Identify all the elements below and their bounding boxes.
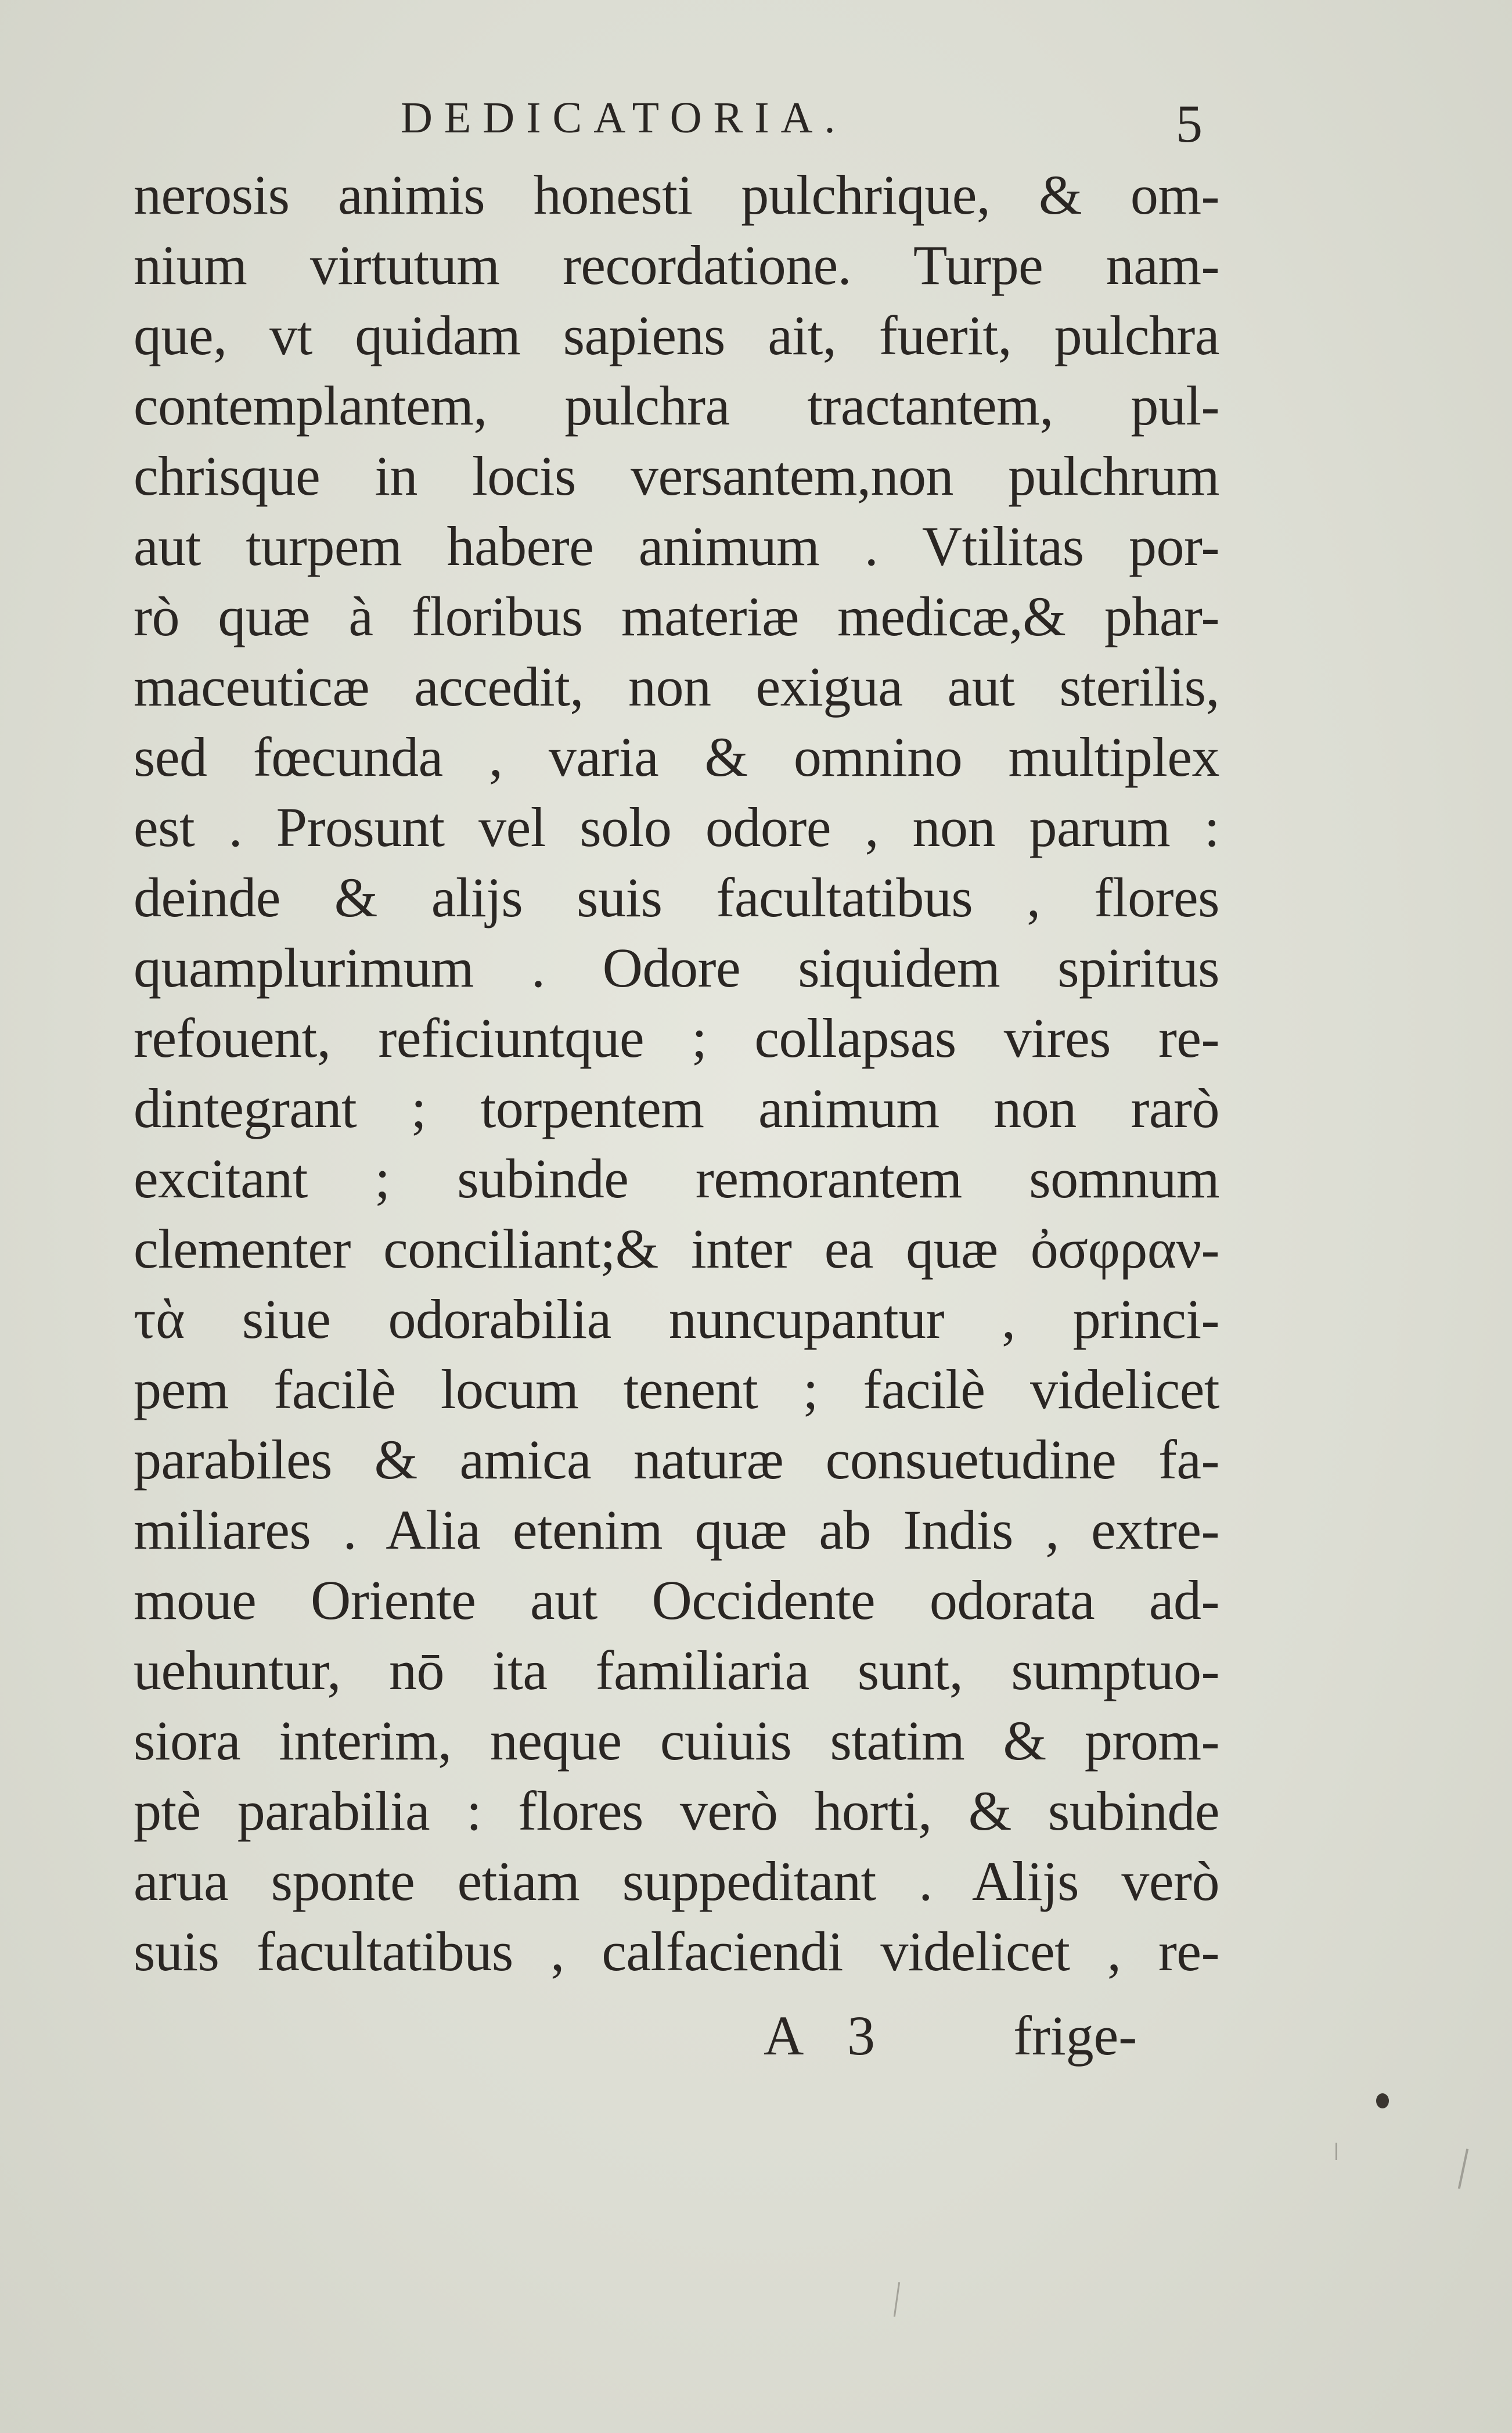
text-line: dintegrant ; torpentem animum non rarò [134, 1077, 1219, 1139]
text-line: deinde & alijs suis facultatibus , flores [134, 866, 1219, 928]
text-line: parabiles & amica naturæ consuetudine fa- [134, 1428, 1219, 1491]
text-line: nerosis animis honesti pulchrique, & om- [134, 164, 1219, 226]
text-line: sed fœcunda , varia & omnino multiplex [134, 726, 1219, 788]
text-line: nium virtutum recordatione. Turpe nam- [134, 234, 1219, 296]
text-line: suis facultatibus , calfaciendi videlicet , re- [134, 1920, 1219, 1982]
text-line: que, vt quidam sapiens ait, fuerit, pulchra [134, 304, 1219, 366]
text-line: est . Prosunt vel solo odore , non parum : [134, 796, 1219, 858]
text-line: aut turpem habere animum . Vtilitas por- [134, 515, 1219, 577]
text-line: ptè parabilia : flores verò horti, & subinde [134, 1780, 1219, 1842]
paper-mark [1458, 2148, 1468, 2189]
text-line: moue Oriente aut Occidente odorata ad- [134, 1569, 1219, 1631]
text-line: siora interim, neque cuiuis statim & prom- [134, 1709, 1219, 1772]
text-line: contemplantem, pulchra tractantem, pul- [134, 375, 1219, 437]
text-line: uehuntur, nō ita familiaria sunt, sumptuo- [134, 1639, 1219, 1701]
paper-mark [1335, 2143, 1337, 2160]
text-line: quamplurimum . Odore siquidem spiritus [134, 937, 1219, 999]
paper-mark [894, 2282, 900, 2317]
running-head: DEDICATORIA. [401, 93, 847, 142]
page-number: 5 [1176, 94, 1203, 153]
text-line: miliares . Alia etenim quæ ab Indis , extre- [134, 1499, 1219, 1561]
text-line: clementer conciliant;& inter ea quæ ὀσφραν- [134, 1218, 1219, 1280]
text-line: maceuticæ accedit, non exigua aut sterilis, [134, 656, 1219, 718]
text-line: pem facilè locum tenent ; facilè videlicet [134, 1358, 1219, 1420]
text-line: refouent, reficiuntque ; collapsas vires re- [134, 1007, 1219, 1069]
text-line: chrisque in locis versantem,non pulchrum [134, 445, 1219, 507]
text-line: τὰ siue odorabilia nuncupantur , princi- [134, 1288, 1219, 1350]
text-line: rò quæ à floribus materiæ medicæ,& phar- [134, 585, 1219, 647]
signature-mark: A 3 [764, 2004, 892, 2067]
catchword: frige- [1013, 2004, 1137, 2067]
ink-speck [1376, 2093, 1389, 2108]
body-text [134, 160, 1219, 1986]
text-line: arua sponte etiam suppeditant . Alijs verò [134, 1850, 1219, 1912]
text-line: excitant ; subinde remorantem somnum [134, 1147, 1219, 1210]
